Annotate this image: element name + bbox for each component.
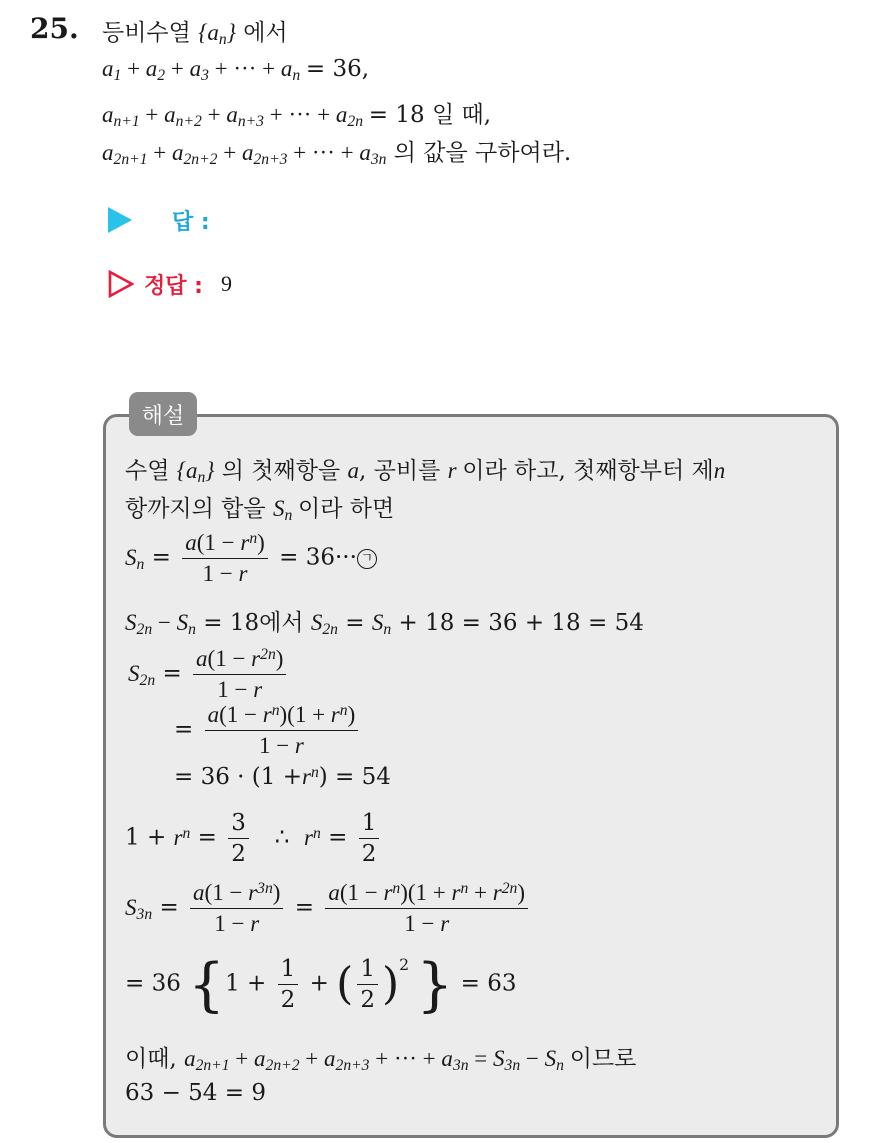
sol-text: 의 첫째항을 xyxy=(221,458,341,484)
sol-text: 이라 하면 xyxy=(298,496,395,522)
solution-line-2: 항까지의 합을 $S_n$ 이라 하면 xyxy=(125,496,395,524)
fraction-1-2: $\frac{1}{2}$ xyxy=(278,956,299,1013)
fraction-3-2: $\frac{3}{2}$ xyxy=(228,810,249,867)
question-condition: 일 때, xyxy=(431,102,492,128)
problem-number: 25. xyxy=(30,12,79,45)
outline-triangle-icon xyxy=(108,270,134,298)
correct-answer-row xyxy=(108,266,232,302)
question-line-1: 등비수열 $\{a_n\}$ 에서 xyxy=(102,20,288,48)
question-ask: 의 값을 구하여라. xyxy=(393,140,572,166)
question-line-3: $a_{n+1} + a_{n+2} + a_{n+3}$ + ··· + $a_{2n} = 18$ 일 때, xyxy=(102,102,492,130)
eq3-end: ) = 54 xyxy=(318,764,391,791)
sol-text: 이므로 xyxy=(569,1046,637,1072)
solution-final xyxy=(125,1080,266,1106)
eq6-end: = 63 xyxy=(460,970,517,997)
therefore-symbol: ∴ xyxy=(274,824,290,851)
fraction: $\frac{a(1 - r^n)(1 + r^n)}{1 - r}$ xyxy=(205,702,359,759)
equation-s2n-minus-sn: $S_{2n} - S_n = 18$에서 $S_{2n} = S_n + 18 = 36 + 18 = 54$ xyxy=(125,610,644,638)
fraction-1-2: $\frac{1}{2}$ xyxy=(359,810,380,867)
equation-rn: $1 + r^n$ = $\frac{3}{2}$ ∴ $r^n$ = $\frac{1}{2}$ xyxy=(125,810,383,867)
solution-tag: 해설 xyxy=(129,392,197,436)
fraction: $\frac{a(1 - r^{3n})}{1 - r}$ xyxy=(190,880,283,937)
equation-sn: $S_n$ = $\frac{a(1 - r^n)}{1 - r}$ = 36··· ㄱ xyxy=(125,530,377,587)
correct-answer-value: 9 xyxy=(220,271,232,296)
solution-line-1: 수열 $\{a_n\}$ 의 첫째항을 a, 공비를 r 이라 하고, 첫째항부터 제n xyxy=(125,458,726,486)
fraction: $\frac{a(1 - r^{2n})}{1 - r}$ xyxy=(193,646,286,703)
fraction-1-2: $\frac{1}{2}$ xyxy=(357,956,378,1013)
sol-text: 이때, xyxy=(125,1046,177,1072)
sol-text: 에서 xyxy=(259,610,304,636)
final-result: 63 − 54 = 9 xyxy=(125,1080,266,1106)
equation-s2n-line2: = $\frac{a(1 - r^n)(1 + r^n)}{1 - r}$ xyxy=(174,702,362,759)
question-sum-18: = 18 xyxy=(368,102,425,128)
question-line-2: $a_1 + a_2 + a_3$ + ··· + $a_n = 36$, xyxy=(102,56,370,84)
equation-s2n-line3: = $36 \cdot (1 +r^n) = 54$ xyxy=(174,764,391,791)
fraction: $\frac{a(1 - r^n)}{1 - r}$ xyxy=(182,530,268,587)
eq2-rhs: + 18 = 36 + 18 = 54 xyxy=(398,610,644,636)
question-intro-suffix: 에서 xyxy=(243,20,288,46)
correct-answer-label: 정답 : xyxy=(144,273,203,299)
solution-line-conclusion: 이때, $a_{2n+1} + a_{2n+2} + a_{2n+3}$ + ··· + $a_{3n} = S_{3n} - S_n$ 이므로 xyxy=(125,1046,637,1074)
equation-63: = 36 {1 + $\frac{1}{2}$ + ( $\frac{1}{2}$ )$^2$ } = 63 xyxy=(125,950,517,1019)
equation-s2n-line1: $S_{2n}$ = $\frac{a(1 - r^{2n})}{1 - r}$ xyxy=(128,646,290,703)
answer-row xyxy=(108,202,210,238)
question-sum-36: = 36, xyxy=(305,56,370,82)
sol-text: 항까지의 합을 xyxy=(125,496,266,522)
question-intro: 등비수열 xyxy=(102,20,191,46)
equation-s3n: $S_{3n}$ = $\frac{a(1 - r^{3n})}{1 - r}$ = $\frac{a(1 - r^n)(1 + r^n + r^{2n})}{1 - r}$ xyxy=(125,880,532,937)
eq1-rhs: = 36··· xyxy=(279,544,357,571)
fraction: $\frac{a(1 - r^n)(1 + r^n + r^{2n})}{1 - r}$ xyxy=(325,880,528,937)
play-triangle-icon xyxy=(108,207,132,233)
sol-text: 공비를 xyxy=(373,458,441,484)
question-line-4: $a_{2n+1} + a_{2n+2} + a_{2n+3}$ + ··· + $a_{3n}$ 의 값을 구하여라. xyxy=(102,140,572,168)
circled-giyeok-marker: ㄱ xyxy=(357,549,377,569)
eq3-text: = 36 · (1 + xyxy=(174,764,302,791)
sol-text: 수열 xyxy=(125,458,170,484)
answer-label: 답 : xyxy=(172,209,210,235)
eq6-lead: = 36 xyxy=(125,970,181,997)
sol-text: 이라 하고, 첫째항부터 제 xyxy=(462,458,714,484)
